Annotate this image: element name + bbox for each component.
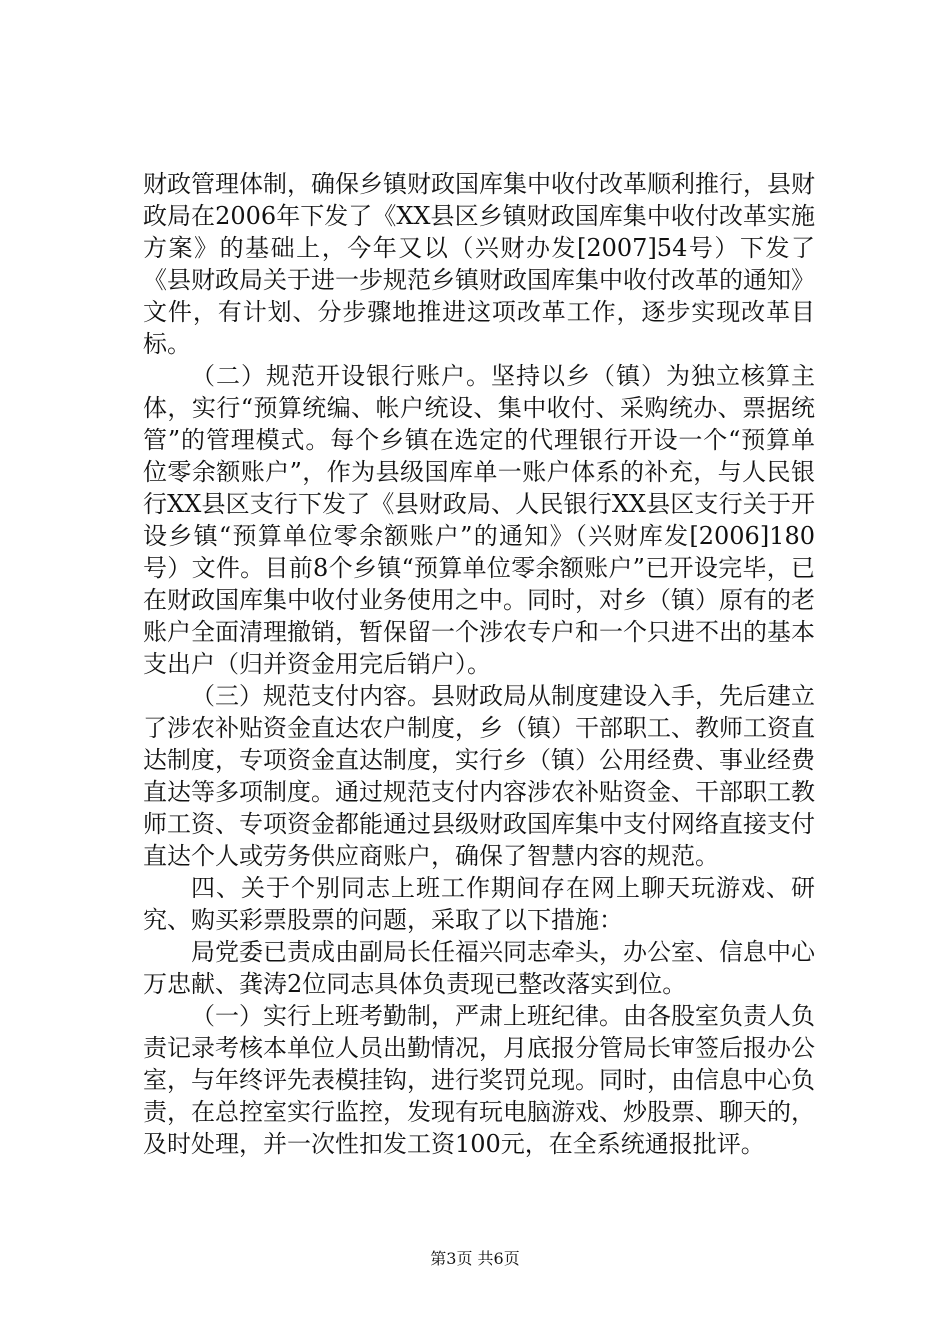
page-footer: 第3页 共6页 xyxy=(430,1249,520,1268)
paragraph-continuation: 财政管理体制，确保乡镇财政国库集中收付改革顺利推行，县财政局在2006年下发了《XX县区乡镇财政国库集中收付改革实施方案》的基础上，今年又以（兴财办发[2007]54号）下发了《县财政局关于进一步规范乡镇财政国库集中收付改革的通知》文件，有计划、分步骤地推进这项改革工作，逐步实现改革目标。 xyxy=(143,170,815,358)
paragraph-section-four-heading: 四、关于个别同志上班工作期间存在网上聊天玩游戏、研究、购买彩票股票的问题，采取了以下措施： xyxy=(143,874,815,934)
paragraph-bank-accounts: （二）规范开设银行账户。坚持以乡（镇）为独立核算主体，实行“预算统编、帐户统设、集中收付、采购统办、票据统管”的管理模式。每个乡镇在选定的代理银行开设一个“预算单位零余额账户”，作为县级国库单一账户体系的补充，与人民银行XX县区支行下发了《县财政局、人民银行XX县区支行关于开设乡镇“预算单位零余额账户”的通知》（兴财库发[2006]180号）文件。目前8个乡镇“预算单位零余额账户”已开设完毕，已在财政国库集中收付业务使用之中。同时，对乡（镇）原有的老账户全面清理撤销，暂保留一个涉农专户和一个只进不出的基本支出户（归并资金用完后销户）。 xyxy=(143,362,815,678)
paragraph-attendance: （一）实行上班考勤制，严肃上班纪律。由各股室负责人负责记录考核本单位人员出勤情况，月底报分管局长审签后报办公室，与年终评先表模挂钩，进行奖罚兑现。同时，由信息中心负责，在总控室实行监控，发现有玩电脑游戏、炒股票、聊天的，及时处理，并一次性扣发工资100元，在全系统通报批评。 xyxy=(143,1002,815,1158)
document-body xyxy=(143,168,815,1160)
paragraph-responsibility: 局党委已责成由副局长任福兴同志牵头，办公室、信息中心万忠献、龚涛2位同志具体负责现已整改落实到位。 xyxy=(143,938,815,998)
paragraph-payment-content: （三）规范支付内容。县财政局从制度建设入手，先后建立了涉农补贴资金直达农户制度，乡（镇）干部职工、教师工资直达制度，专项资金直达制度，实行乡（镇）公用经费、事业经费直达等多项制度。通过规范支付内容涉农补贴资金、干部职工教师工资、专项资金都能通过县级财政国库集中支付网络直接支付直达个人或劳务供应商账户，确保了智慧内容的规范。 xyxy=(143,682,815,870)
